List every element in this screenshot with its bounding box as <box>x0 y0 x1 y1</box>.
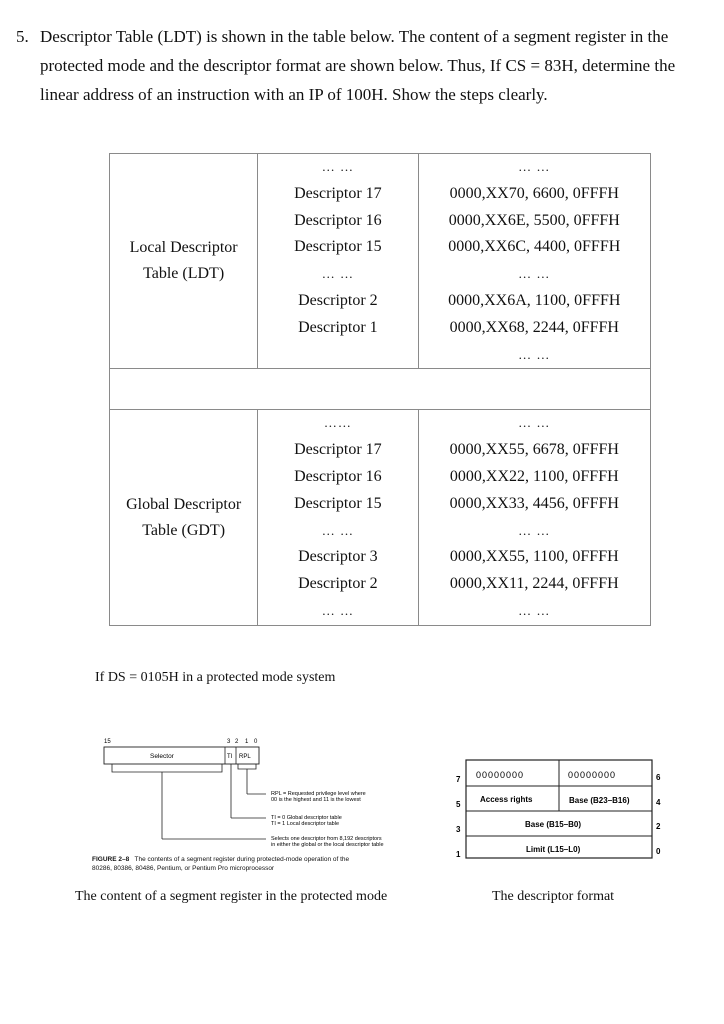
ldt-value-7: … … <box>518 346 551 362</box>
bit-3-label: 3 <box>227 739 231 745</box>
gdt-name-column <box>258 410 418 625</box>
bit-2-label: 2 <box>235 739 239 745</box>
ldt-name-4: … … <box>321 266 355 282</box>
ldt-name-1: Descriptor 17 <box>294 184 382 202</box>
selector-note-line1: Selects one descriptor from 8,192 descriptors <box>271 836 382 842</box>
selector-note-line2: in either the global or the local descriptor table <box>271 842 384 848</box>
ldt-value-4: … … <box>518 266 551 282</box>
gdt-name-6: Descriptor 2 <box>298 575 378 593</box>
ldt-label-line2: Table (LDT) <box>143 265 225 283</box>
bit-15-label: 15 <box>104 739 111 745</box>
offset-left-5: 5 <box>456 800 461 809</box>
question-number: 5. <box>16 27 29 46</box>
figure-caption-text: The contents of a segment register during protected-mode operation of the <box>134 856 350 863</box>
caption-descriptor-format: The descriptor format <box>492 889 615 904</box>
gdt-value-2: 0000,XX22, 1100, 0FFFH <box>449 467 619 485</box>
descriptor-table <box>109 153 651 626</box>
ldt-value-2: 0000,XX6E, 5500, 0FFFH <box>448 211 620 229</box>
offset-right-2: 2 <box>656 822 661 831</box>
bit-1-label: 1 <box>245 739 249 745</box>
gdt-name-1: Descriptor 17 <box>294 441 382 459</box>
segment-register-figure <box>92 735 432 880</box>
descriptor-limit: Limit (L15–L0) <box>526 845 581 854</box>
ti-note-line1: TI = 0 Global descriptor table <box>271 815 342 821</box>
ds-note: If DS = 0105H in a protected mode system <box>95 670 336 685</box>
gdt-label-line2: Table (GDT) <box>142 521 226 539</box>
gdt-value-5: 0000,XX55, 1100, 0FFFH <box>449 548 619 566</box>
gdt-section <box>110 410 651 625</box>
gdt-value-4: … … <box>518 522 551 538</box>
ldt-section <box>110 154 651 369</box>
selector-label: Selector <box>150 753 174 760</box>
gdt-name-7: … … <box>321 602 355 618</box>
offset-right-6: 6 <box>656 773 661 782</box>
question-text: Descriptor Table (LDT) is shown in the table below. The content of a segment register in the protected mode and the descriptor format are shown below. Thus, If CS = 83H, determine the linear address of an instruction with an IP of 100H. Show the steps clearly. <box>40 27 676 104</box>
gdt-value-1: 0000,XX55, 6678, 0FFFH <box>449 441 619 459</box>
descriptor-base-high: Base (B23–B16) <box>569 796 630 805</box>
ldt-name-0: … … <box>321 159 355 174</box>
gdt-label-line1: Global Descriptor <box>126 495 242 513</box>
ldt-name-7 <box>258 342 417 369</box>
offset-left-1: 1 <box>456 850 461 859</box>
rpl-note-line2: 00 is the highest and 11 is the lowest <box>271 797 361 803</box>
gdt-label <box>110 410 258 625</box>
descriptor-zeros-right: 00000000 <box>568 770 617 780</box>
figure-caption-text2: 80286, 80386, 80486, Pentium, or Pentium Pro microprocessor <box>92 865 275 872</box>
gdt-name-3: Descriptor 15 <box>294 494 382 512</box>
descriptor-zeros-left: 00000000 <box>476 770 525 780</box>
ldt-value-3: 0000,XX6C, 4400, 0FFFH <box>448 238 621 256</box>
ldt-name-2: Descriptor 16 <box>294 211 382 229</box>
descriptor-base-low: Base (B15–B0) <box>525 820 582 829</box>
offset-right-0: 0 <box>656 847 661 856</box>
table-gap-cell <box>110 369 651 410</box>
offset-left-7: 7 <box>456 775 461 784</box>
ti-label: TI <box>227 754 233 760</box>
rpl-note-line1: RPL = Requested privilege level where <box>271 791 366 797</box>
gdt-name-4: … … <box>321 522 355 538</box>
ldt-value-5: 0000,XX6A, 1100, 0FFFH <box>448 291 621 309</box>
segment-register-diagram <box>92 735 432 855</box>
ti-note-line2: TI = 1 Local descriptor table <box>271 821 340 827</box>
offset-left-3: 3 <box>456 825 461 834</box>
gdt-name-2: Descriptor 16 <box>294 467 382 485</box>
descriptor-format-figure <box>452 758 682 868</box>
gdt-name-5: Descriptor 3 <box>298 548 378 566</box>
ldt-label <box>110 154 258 369</box>
ldt-label-line1: Local Descriptor <box>129 239 238 257</box>
ldt-value-column <box>418 154 650 369</box>
caption-segment-register: The content of a segment register in the protected mode <box>75 889 388 904</box>
ldt-value-1: 0000,XX70, 6600, 0FFFH <box>449 184 619 202</box>
gdt-value-0: … … <box>518 415 551 431</box>
ldt-name-5: Descriptor 2 <box>298 291 378 309</box>
gdt-name-0: …… <box>323 415 352 431</box>
descriptor-access-rights: Access rights <box>480 795 533 804</box>
offset-right-4: 4 <box>656 798 661 807</box>
ldt-name-column <box>258 154 418 369</box>
table-gap-row <box>110 369 651 410</box>
bit-0-label: 0 <box>254 739 258 745</box>
descriptor-format-diagram <box>452 758 682 868</box>
gdt-value-column <box>418 410 650 625</box>
figure-caption-label: FIGURE 2–8 <box>92 856 130 863</box>
ldt-name-3: Descriptor 15 <box>294 238 382 256</box>
gdt-value-7: … … <box>518 602 551 618</box>
ldt-value-0: … … <box>518 159 551 174</box>
ldt-name-6: Descriptor 1 <box>298 318 378 336</box>
rpl-label: RPL <box>239 754 251 760</box>
gdt-value-3: 0000,XX33, 4456, 0FFFH <box>449 494 619 512</box>
gdt-value-6: 0000,XX11, 2244, 0FFFH <box>449 575 619 593</box>
ldt-value-6: 0000,XX68, 2244, 0FFFH <box>449 318 619 336</box>
figure-caption <box>92 855 432 873</box>
